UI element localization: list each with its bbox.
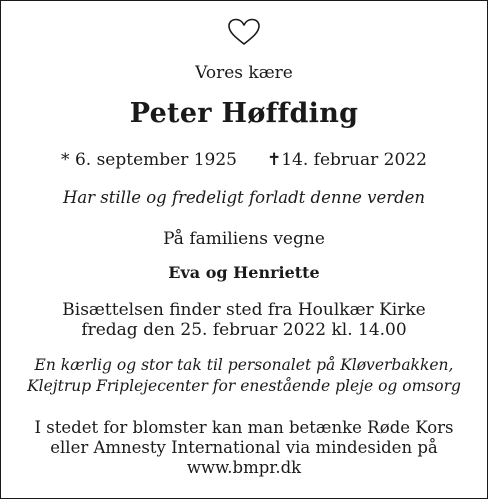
funeral-line: Bisættelsen finder sted fra Houlkær Kirke [62, 300, 426, 320]
heart-outline-icon [226, 17, 262, 47]
thanks-text [1, 355, 487, 397]
donation-line: I stedet for blomster kan man betænke Røde Kors [34, 418, 454, 437]
funeral-line: fredag den 25. februar 2022 kl. 14.00 [81, 320, 407, 340]
signers: Eva og Henriette [168, 263, 320, 282]
donation-info [1, 418, 487, 478]
donation-line: eller Amnesty International via mindesiden på [50, 438, 438, 457]
deceased-name: Peter Høffding [129, 98, 359, 129]
birth-date: * 6. september 1925 [61, 150, 237, 170]
thanks-line: En kærlig og stor tak til personalet på Kløverbakken, [34, 356, 454, 374]
life-dates [1, 150, 487, 170]
tagline: Har stille og fredeligt forladt denne verden [62, 188, 426, 207]
memorial-site-link[interactable]: www.bmpr.dk [186, 458, 302, 477]
intro-text: Vores kære [195, 63, 293, 83]
death-date: ✝14. februar 2022 [267, 150, 427, 170]
on-behalf-text: På familiens vegne [163, 229, 325, 249]
thanks-line: Klejtrup Friplejecenter for enestående pleje og omsorg [27, 377, 461, 395]
funeral-info [1, 300, 487, 340]
